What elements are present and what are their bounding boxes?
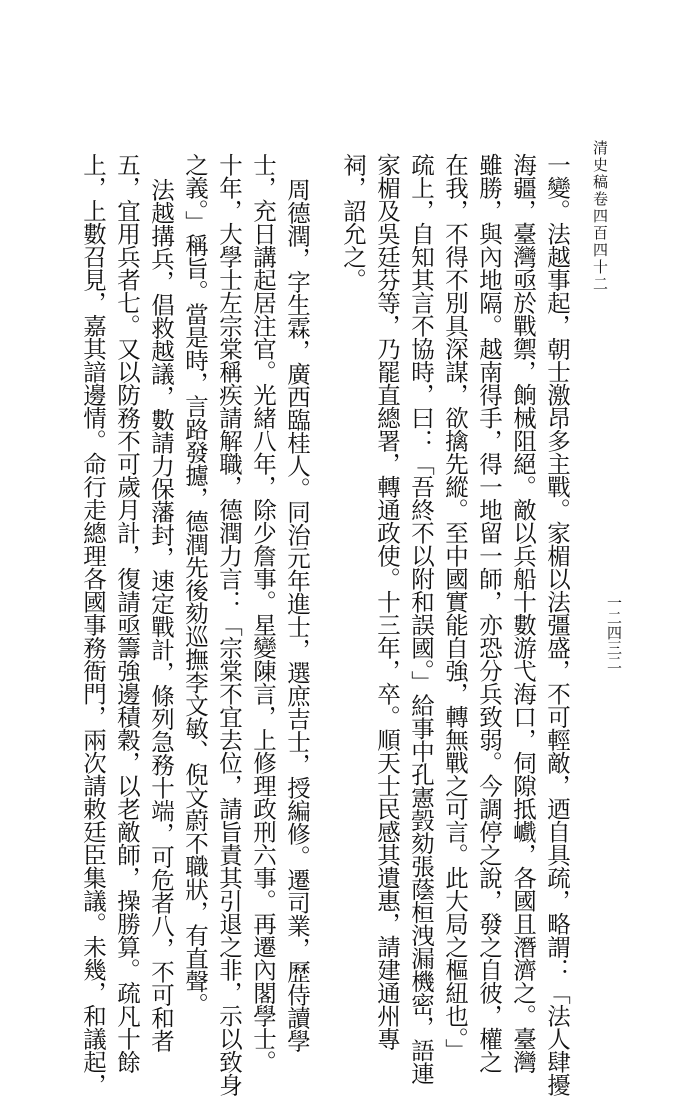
text-column-1: 一變。法越事起，朝士激昂多主戰。家楣以法彊盛，不可輕敵，迺自具疏，略謂：「法人肆擾 [543, 153, 571, 1096]
text-column-10: 十年，大學士左宗棠稱疾請解職，德潤力言：「宗棠不宜去位，請旨責其引退之非，示以致身 [215, 153, 243, 1096]
text-column-4: 在我，不得不別具深謀，欲擒先縱。至中國實能自強，轉無戰之可言。此大局之樞紐也。」 [441, 153, 469, 1062]
text-column-8: 周德潤，字生霖，廣西臨桂人。同治元年進士，選庶吉士，授編修。遷司業，歷侍讀學 [283, 178, 311, 1052]
text-column-12: 法越搆兵，倡救越議，數請力保藩封，速定戰計，條列急務十端，可危者八，不可和者 [147, 178, 175, 1052]
text-column-2: 海疆，臺灣亟於戰禦，餉械阻絕。敵以兵船十數游弋海口，伺隙抵巇，各國且潛濟之。臺灣 [509, 153, 537, 1073]
text-column-5: 疏上，自知其言不協時，曰：「吾終不以附和誤國。」給事中孔憲瑴劾張蔭桓洩漏機密，語連 [407, 153, 435, 1085]
page-number: 一二四三二 [605, 595, 623, 670]
text-column-13: 五，宜用兵者七。又以防務不可歲月計，復請亟籌強邊積穀，以老敵師，操勝算。疏凡十餘 [113, 153, 141, 1073]
text-column-3: 雖勝，與內地隔。越南得手，得一地留一師，亦恐分兵致弱。今調停之說，發之自彼，權之 [475, 153, 503, 1073]
text-column-6: 家楣及吳廷芬等，乃罷直總署，轉通政使。十三年，卒。順天士民感其遺惠，請建通州專 [373, 153, 401, 1050]
text-column-14: 上，上數召見，嘉其諳邊情。命行走總理各國事務衙門，兩次請敕廷臣集議。未幾，和議起， [79, 153, 107, 1096]
text-column-9: 士，充日講起居注官。光緒八年，除少詹事。星變陳言，上修理政刑六事。再遷內閣學士。 [249, 153, 277, 1073]
book-title: 清史稿卷四百四十二 [591, 140, 609, 293]
text-column-7: 祠，詔允之。 [339, 153, 367, 291]
text-column-11: 之義。」稱旨。當是時，言路發攄，德潤先後劾巡撫李文敏、倪文蔚不職狀，有直聲。 [181, 153, 209, 1016]
